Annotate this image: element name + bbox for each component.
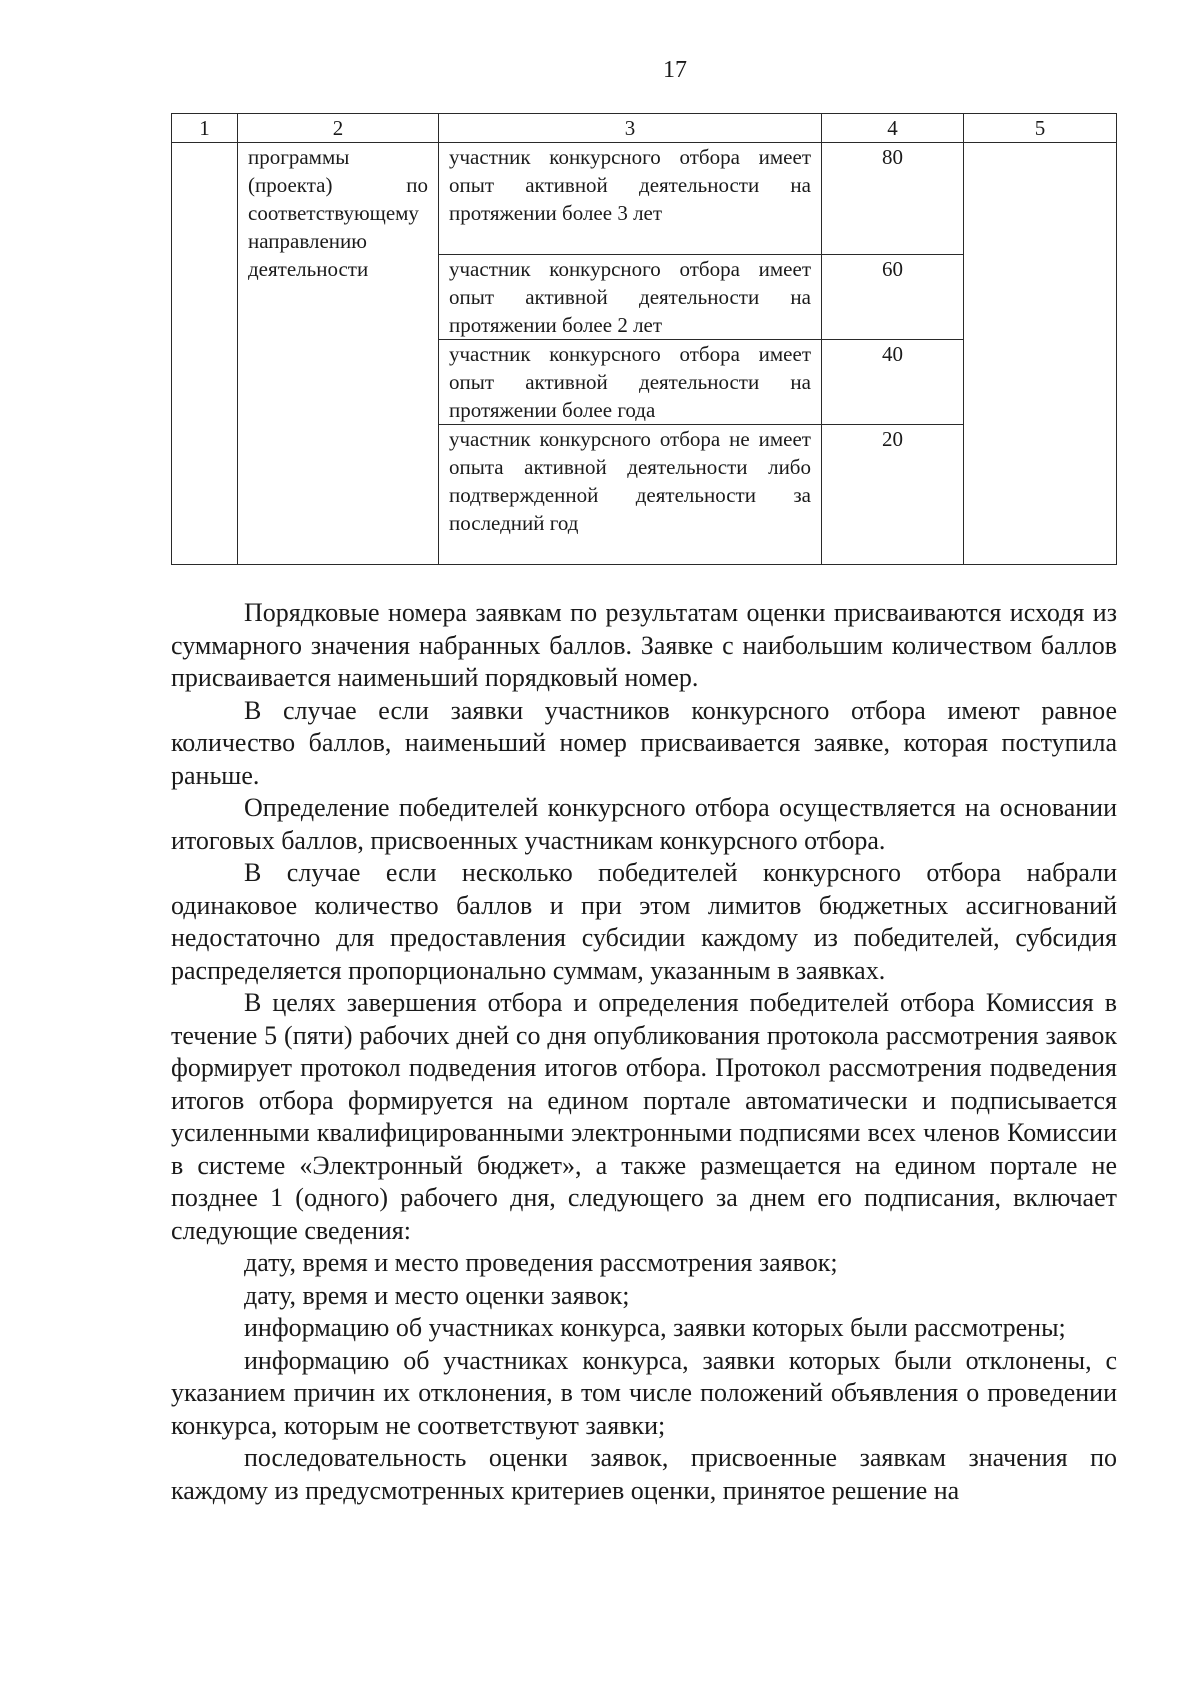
paragraph: дату, время и место оценки заявок;	[244, 1280, 630, 1310]
criterion-description: участник конкурсного отбора имеет опыт активной деятельности на протяжении более 3 лет	[449, 145, 811, 225]
paragraph: В случае если заявки участников конкурсного отбора имеют равное количество баллов, наименьший номер присваивается заявке, которая поступила раньше.	[171, 695, 1117, 790]
paragraph: информацию об участниках конкурса, заявки которых были рассмотрены;	[244, 1313, 1066, 1342]
criterion-name-cell	[238, 143, 439, 565]
description-cell	[439, 143, 822, 255]
column-header-4: 4	[822, 114, 964, 143]
score-cell: 40	[822, 340, 964, 425]
column-header-3: 3	[439, 114, 822, 143]
paragraph: В целях завершения отбора и определения победителей отбора Комиссия в течение 5 (пяти) рабочих дней со дня опубликования протокола рассмотрения заявок формирует протокол подведения итогов отбора. Протокол рассмотрения подведения итогов отбора формируется на едином портале автоматически и подписывается усиленными квалифицированными электронными подписями всех членов Комиссии в системе «Электронный бюджет», а также размещается на едином портале не позднее 1 (одного) рабочего дня, следующего за днем его подписания, включает следующие сведения:	[171, 988, 1117, 1245]
score-cell: 20	[822, 425, 964, 565]
table-row	[172, 143, 1117, 255]
column-header-2: 2	[238, 114, 439, 143]
description-cell	[439, 340, 822, 425]
page-number: 17	[663, 57, 687, 83]
score-cell: 60	[822, 255, 964, 340]
criterion-name: программы (проекта) по соответствующему направлению деятельности	[248, 145, 428, 281]
note-cell	[964, 143, 1117, 565]
criteria-table	[171, 113, 1117, 565]
paragraph: последовательность оценки заявок, присвоенные заявкам значения по каждому из предусмотренных критериев оценки, принятое решение на	[171, 1443, 1117, 1505]
table-header-row	[172, 114, 1117, 143]
paragraph: В случае если несколько победителей конкурсного отбора набрали одинаковое количество баллов и при этом лимитов бюджетных ассигнований недостаточно для предоставления субсидии каждому из победителей, субсидия распределяется пропорционально суммам, указанным в заявках.	[171, 858, 1117, 985]
column-header-5: 5	[964, 114, 1117, 143]
criterion-description: участник конкурсного отбора имеет опыт активной деятельности на протяжении более 2 лет	[449, 257, 811, 337]
column-header-1: 1	[172, 114, 238, 143]
score-cell: 80	[822, 143, 964, 255]
paragraph: информацию об участниках конкурса, заявки которых были отклонены, с указанием причин их отклонения, в том числе положений объявления о проведении конкурса, которым не соответствуют заявки;	[171, 1345, 1117, 1440]
description-cell	[439, 255, 822, 340]
paragraph: Порядковые номера заявкам по результатам оценки присваиваются исходя из суммарного значения набранных баллов. Заявке с наибольшим количеством баллов присваивается наименьший порядковый номер.	[171, 598, 1117, 692]
paragraph: дату, время и место проведения рассмотрения заявок;	[244, 1248, 838, 1277]
paragraph: Определение победителей конкурсного отбора осуществляется на основании итоговых баллов, присвоенных участникам конкурсного отбора.	[171, 793, 1117, 855]
criterion-description: участник конкурсного отбора имеет опыт активной деятельности на протяжении более года	[449, 342, 811, 422]
row-number-cell	[172, 143, 238, 565]
body-text	[171, 597, 1117, 1507]
description-cell	[439, 425, 822, 565]
criterion-description: участник конкурсного отбора не имеет опыта активной деятельности либо подтвержденной деятельности за последний год	[449, 427, 811, 535]
